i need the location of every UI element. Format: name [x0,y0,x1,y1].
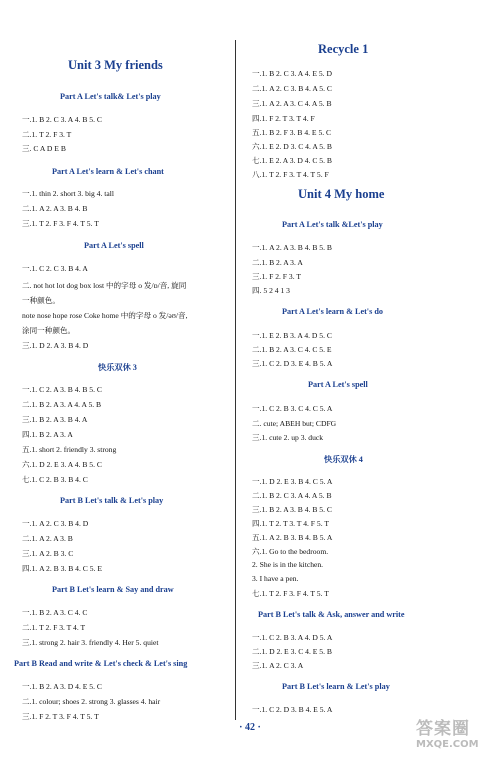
answer-line: 三.1. C 2. D 3. E 4. B 5. A [252,359,333,368]
answer-line: 一.1. B 2. C 3. A 4. E 5. D [252,69,332,78]
section-title: Part A Let's spell [84,241,144,250]
answer-line: 三.1. F 2. F 3. T [252,272,302,281]
answer-line: 一.1. C 2. C 3. B 4. A [22,264,88,273]
answer-line: 三.1. B 2. A 3. B 4. A [22,415,88,424]
answer-line: 三.1. B 2. A 3. B 4. B 5. C [252,505,332,514]
answer-line: 三.1. T 2. F 3. F 4. T 5. T [22,219,99,228]
answer-line: 二.1. T 2. F 3. T 4. T [22,623,86,632]
answer-line: 三.1. F 2. T 3. F 4. T 5. T [22,712,99,721]
watermark-url: MXQE.COM [416,739,479,750]
answer-line: 二.1. colour; shoes 2. strong 3. glasses 4. hair [22,697,161,706]
answer-line: 一.1. C 2. B 3. C 4. C 5. A [252,404,333,413]
answer-line: 一.1. D 2. E 3. B 4. C 5. A [252,477,333,486]
answer-line: 一.1. B 2. A 3. C 4. C [22,608,88,617]
answer-line: 六.1. E 2. D 3. C 4. A 5. B [252,142,332,151]
answer-line: 一.1. A 2. A 3. B 4. B 5. B [252,243,332,252]
answer-line: 二.1. B 2. A 3. C 4. C 5. E [252,345,332,354]
section-title: Part A Let's talk &Let's play [282,220,383,229]
answer-line: 七.1. E 2. A 3. D 4. C 5. B [252,156,332,165]
answer-line: 五.1. B 2. F 3. B 4. E 5. C [252,128,332,137]
answer-line: 一.1. C 2. D 3. B 4. E 5. A [252,705,333,714]
watermark [416,714,492,756]
answer-line: 二.1. A 2. A 3. B [22,534,73,543]
answer-line: 七.1. C 2. B 3. B 4. C [22,475,88,484]
column-divider [235,40,236,720]
section-title: Part B Read and write & Let's check & Let's sing [14,659,188,668]
answer-line: 2. She is in the kitchen. [252,560,324,569]
section-title: Part A Let's spell [308,380,368,389]
answer-line: 四. 5 2 4 1 3 [252,286,290,295]
answer-line: 二.1. B 2. A 3. A 4. A 5. B [22,400,102,409]
watermark-logo: 答案圈 [416,719,470,739]
answer-line: 一.1. E 2. B 3. A 4. D 5. C [252,331,332,340]
section-title: 快乐双休 3 [98,363,137,372]
answer-line: 六.1. Go to the bedroom. [252,547,329,556]
answer-line: 四.1. A 2. B 3. B 4. C 5. E [22,564,102,573]
section-title: Part A Let's talk& Let's play [60,92,161,101]
answer-line: 一.1. B 2. A 3. D 4. E 5. C [22,682,102,691]
answer-line: 二.1. B 2. A 3. A [252,258,303,267]
section-title: Part A Let's learn & Let's do [282,307,383,316]
answer-line: 一种颜色。 [22,296,60,305]
answer-line: 二.1. A 2. A 3. B 4. B [22,204,88,213]
answer-line: 一.1. C 2. A 3. B 4. B 5. C [22,385,102,394]
answer-line: 二.1. B 2. C 3. A 4. A 5. B [252,491,332,500]
section-title: Part B Let's talk & Let's play [60,496,164,505]
answer-line: 涂同一种颜色。 [22,326,76,335]
answer-line: 二. not hot lot dog box lost 中的字母 o 发/ɒ/音, 旋同 [22,281,187,290]
answer-line: note nose hope rose Coke home 中的字母 o 发/əʊ/音, [22,311,188,320]
answer-line: 四.1. F 2. T 3. T 4. F [252,114,315,123]
answer-line: 二. cute; ABEH but; CDFG [252,419,337,428]
answer-line: 五.1. short 2. friendly 3. strong [22,445,117,454]
answer-line: 八.1. T 2. F 3. T 4. T 5. F [252,170,329,179]
unit-3-title: Unit 3 My friends [68,58,163,72]
section-title: Part B Let's learn & Let's play [282,682,390,691]
answer-line: 三.1. D 2. A 3. B 4. D [22,341,89,350]
answer-line: 六.1. D 2. E 3. A 4. B 5. C [22,460,102,469]
answer-line: 三.1. A 2. C 3. A [252,661,304,670]
answer-line: 3. I have a pen. [252,574,299,583]
answer-line: 一.1. B 2. C 3. A 4. B 5. C [22,115,102,124]
answer-line: 七.1. T 2. F 3. F 4. T 5. T [252,589,329,598]
answer-line: 五.1. A 2. B 3. B 4. B 5. A [252,533,333,542]
answer-line: 三.1. A 2. A 3. C 4. A 5. B [252,99,332,108]
section-title: Part A Let's learn & Let's chant [52,167,164,176]
answer-line: 三.1. cute 2. up 3. duck [252,433,324,442]
section-title: Part B Let's talk & Ask, answer and write [258,610,405,619]
answer-line: 一.1. C 2. B 3. A 4. D 5. A [252,633,333,642]
answer-line: 二.1. A 2. C 3. B 4. A 5. C [252,84,332,93]
answer-line: 二.1. D 2. E 3. C 4. E 5. B [252,647,332,656]
answer-line: 三.1. A 2. B 3. C [22,549,74,558]
section-title: 快乐双休 4 [324,455,363,464]
answer-line: 一.1. thin 2. short 3. big 4. tall [22,189,114,198]
page-number: · 42 · [239,722,261,733]
answer-line: 一.1. A 2. C 3. B 4. D [22,519,89,528]
answer-line: 四.1. T 2. T 3. T 4. F 5. T [252,519,330,528]
section-title: Part B Let's learn & Say and draw [52,585,174,594]
recycle-1-title: Recycle 1 [318,42,369,56]
answer-line: 四.1. B 2. A 3. A [22,430,73,439]
answer-line: 三. C A D E B [22,144,66,153]
answer-line: 三.1. strong 2. hair 3. friendly 4. Her 5. quiet [22,638,159,647]
answer-line: 二.1. T 2. F 3. T [22,130,72,139]
unit-4-title: Unit 4 My home [298,187,385,201]
